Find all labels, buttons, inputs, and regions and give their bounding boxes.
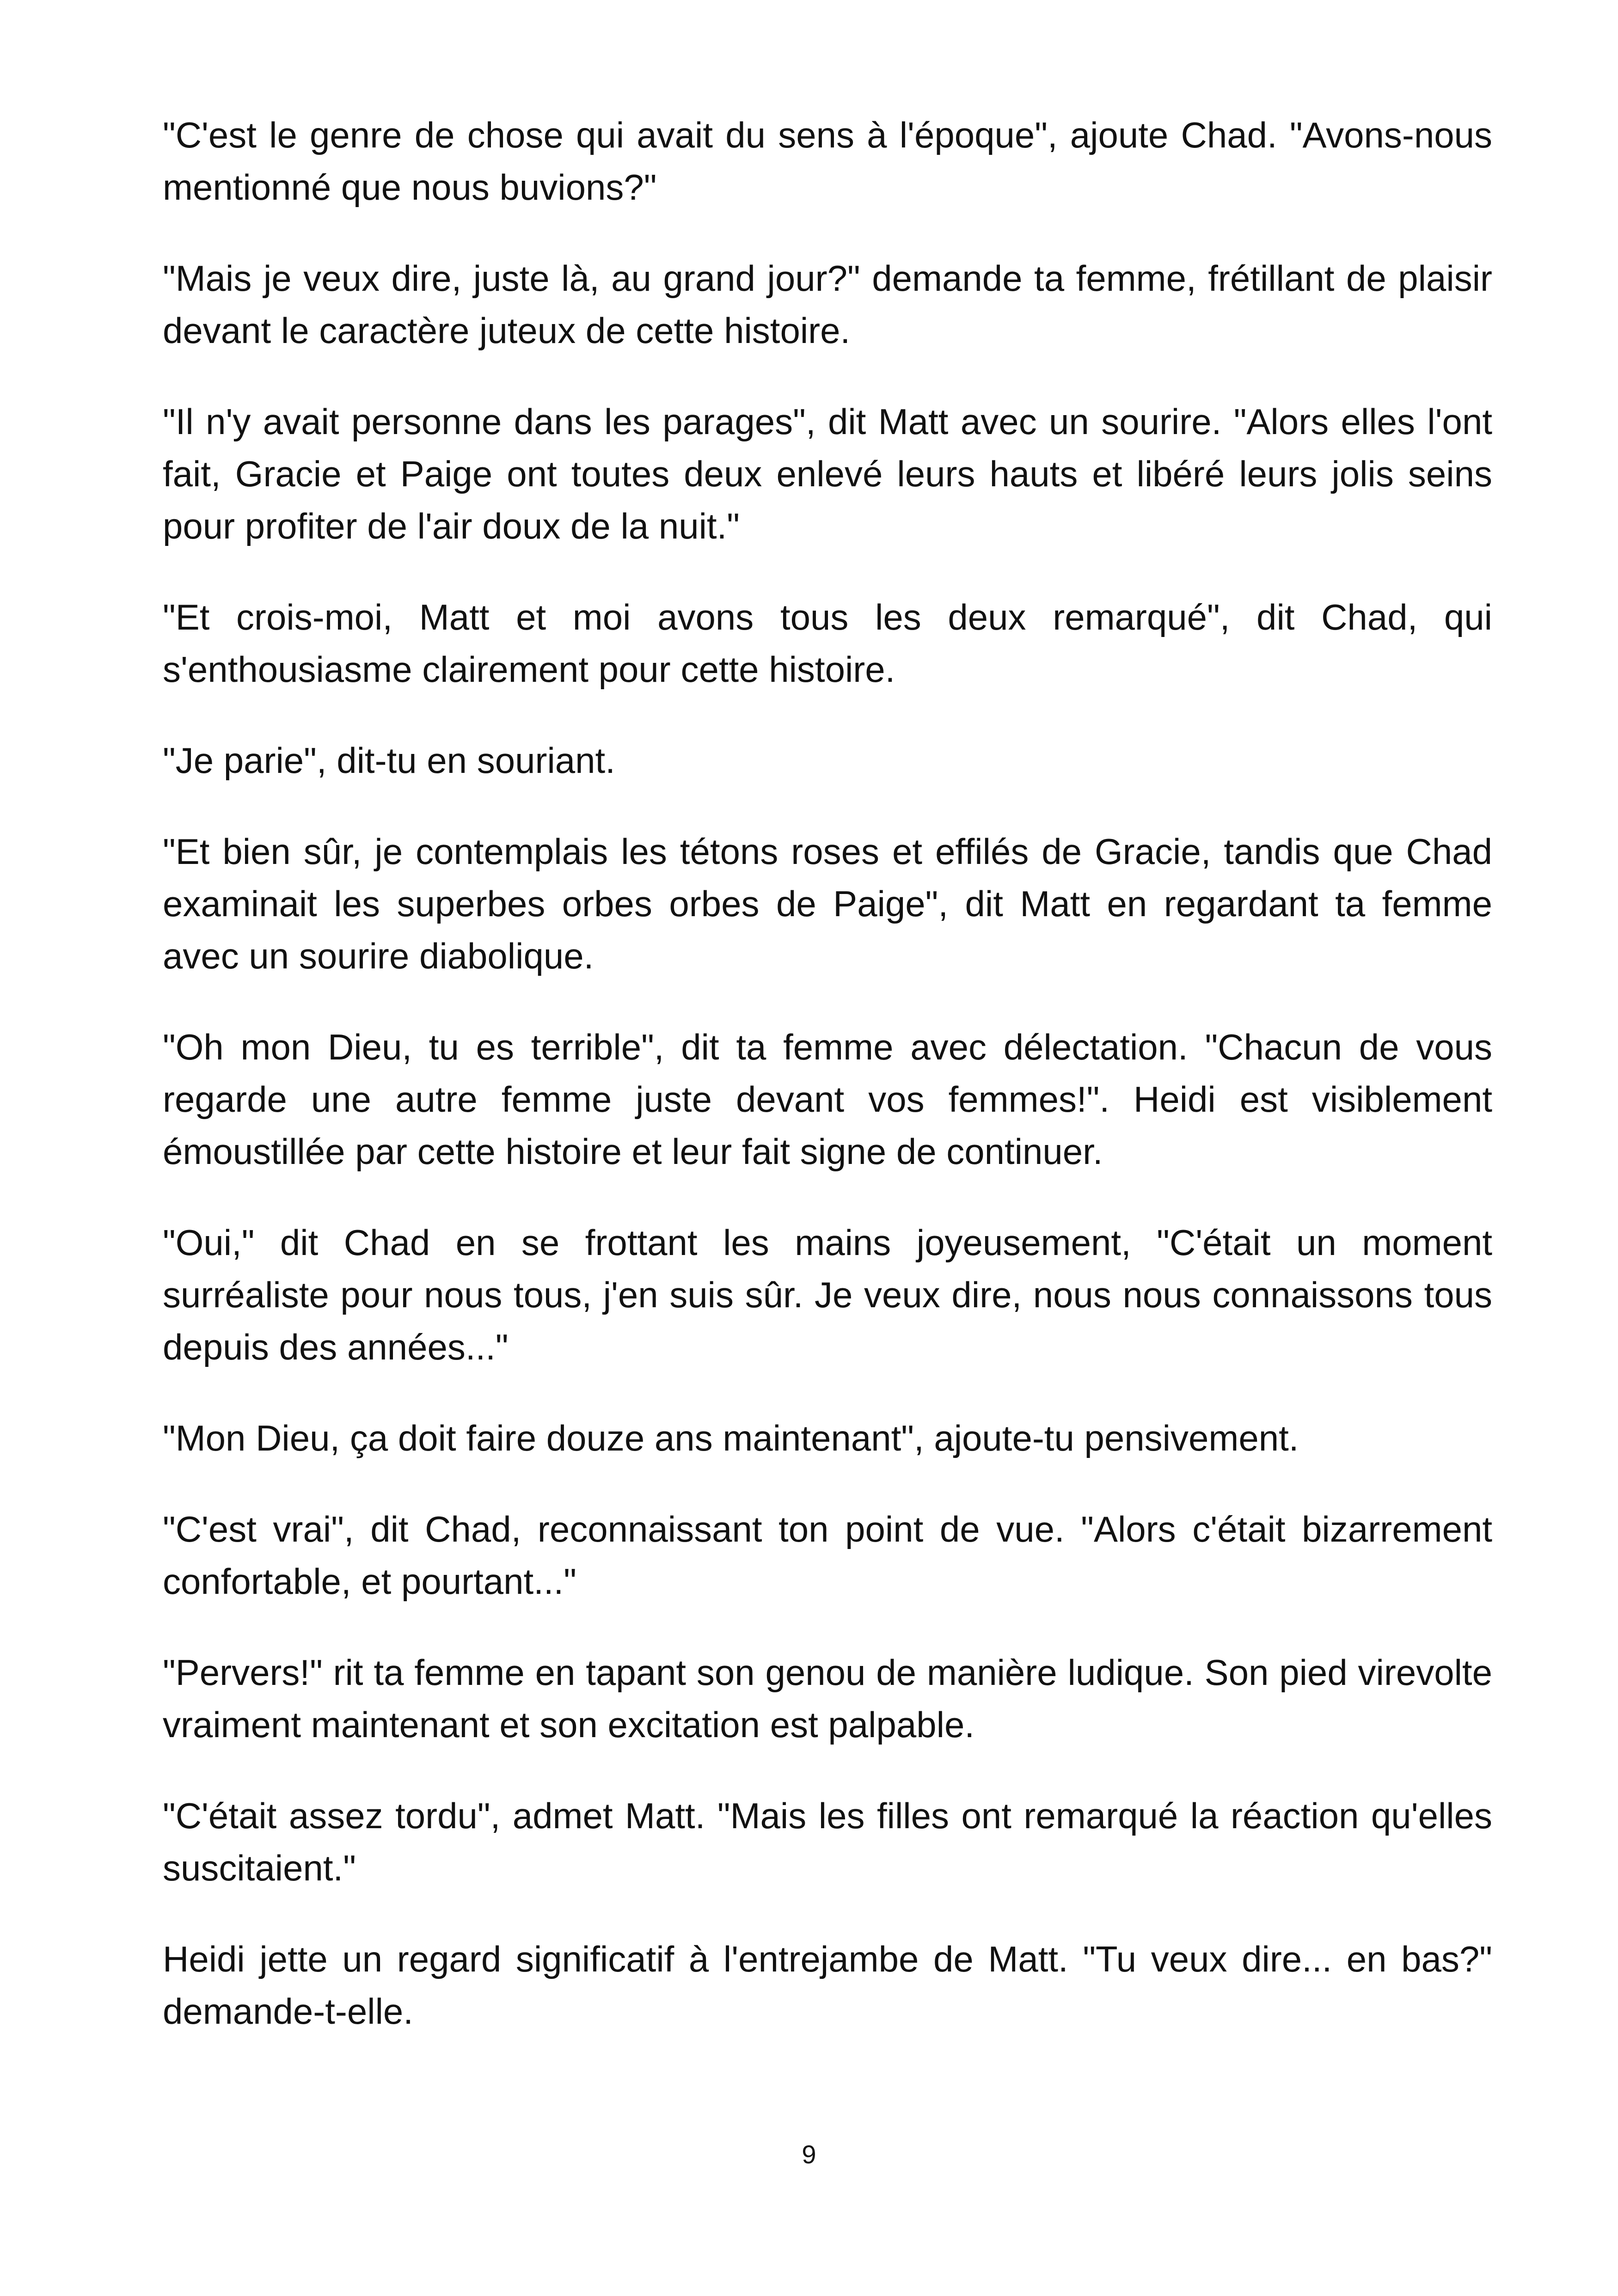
paragraph: "Mais je veux dire, juste là, au grand jour?" demande ta femme, frétillant de plaisir devant le caractère juteux de cette histoire. [163,258,1492,351]
paragraph: "C'était assez tordu", admet Matt. "Mais les filles ont remarqué la réaction qu'elles suscitaient." [163,1795,1492,1888]
paragraph: "C'est le genre de chose qui avait du sens à l'époque", ajoute Chad. "Avons-nous mentionné que nous buvions?" [163,115,1492,208]
paragraph: "Oh mon Dieu, tu es terrible", dit ta femme avec délectation. "Chacun de vous regarde une autre femme juste devant vos femmes!". Heidi est visiblement émoustillée par cette histoire et leur fait signe de continuer. [163,1027,1492,1172]
paragraph: "Et crois-moi, Matt et moi avons tous les deux remarqué", dit Chad, qui s'enthousiasme clairement pour cette histoire. [163,597,1492,690]
body-text [163,109,1492,2076]
paragraph: "C'est vrai", dit Chad, reconnaissant ton point de vue. "Alors c'était bizarrement confortable, et pourtant..." [163,1509,1492,1602]
paragraph: "Et bien sûr, je contemplais les tétons roses et effilés de Gracie, tandis que Chad examinait les superbes orbes orbes de Paige", dit Matt en regardant ta femme avec un sourire diabolique. [163,831,1492,976]
paragraph: "Oui," dit Chad en se frottant les mains joyeusement, "C'était un moment surréaliste pour nous tous, j'en suis sûr. Je veux dire, nous nous connaissons tous depuis des années..." [163,1222,1492,1367]
paragraph: "Je parie", dit-tu en souriant. [163,740,615,781]
paragraph: "Pervers!" rit ta femme en tapant son genou de manière ludique. Son pied virevolte vraiment maintenant et son excitation est palpable. [163,1652,1492,1745]
paragraph: "Mon Dieu, ça doit faire douze ans maintenant", ajoute-tu pensivement. [163,1418,1299,1458]
page-number: 9 [802,2140,816,2169]
paragraph: "Il n'y avait personne dans les parages", dit Matt avec un sourire. "Alors elles l'ont fait, Gracie et Paige ont toutes deux enlevé leurs hauts et libéré leurs jolis seins pour profiter de l'air doux de la nuit." [163,401,1492,546]
paragraph: Heidi jette un regard significatif à l'entrejambe de Matt. "Tu veux dire... en bas?" demande-t-elle. [163,1939,1492,2032]
